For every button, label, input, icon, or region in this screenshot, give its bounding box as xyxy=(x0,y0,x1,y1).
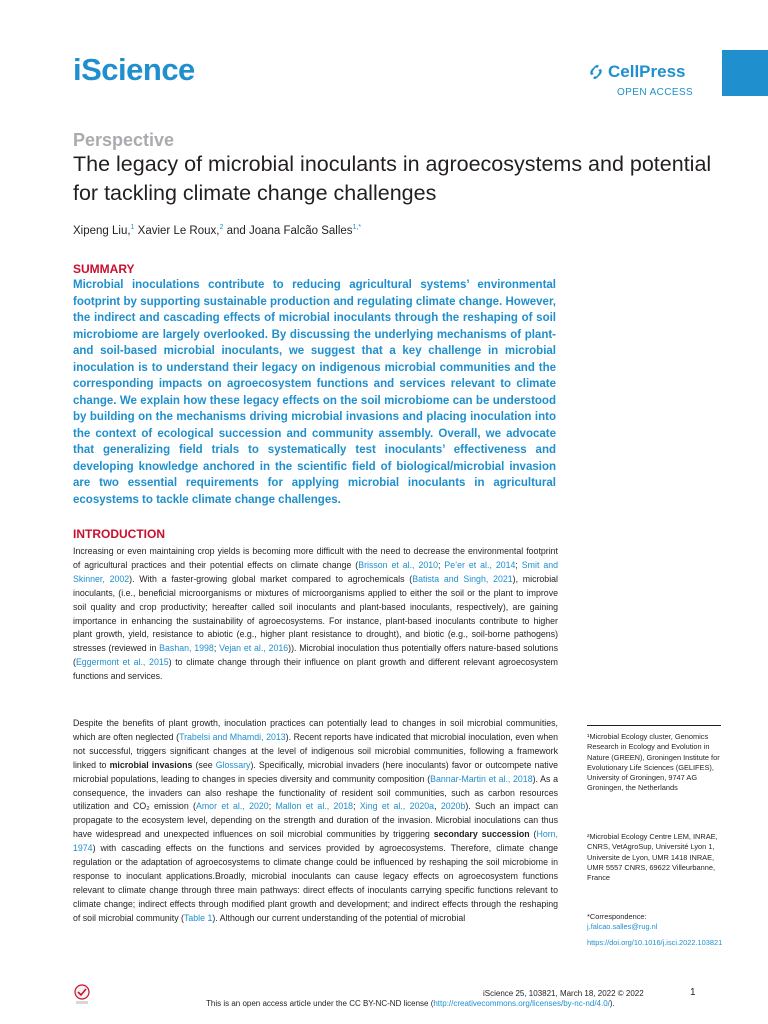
citation-line: iScience 25, 103821, March 18, 2022 © 2022 xyxy=(483,989,644,998)
open-access-label: OPEN ACCESS xyxy=(617,87,694,98)
introduction-heading: INTRODUCTION xyxy=(73,527,165,541)
affiliation-marker[interactable]: 1 xyxy=(130,224,135,231)
citation-link[interactable]: Mallon et al., 2018 xyxy=(275,801,354,812)
author-name: and Joana Falcão Salles xyxy=(226,224,353,237)
citation-link[interactable]: Trabelsi and Mhamdi, 2013 xyxy=(179,731,286,742)
license-link[interactable]: http://creativecommons.org/licenses/by-nc-nd/4.0/ xyxy=(433,999,610,1008)
journal-logo: iScience xyxy=(73,52,195,87)
license-text: This is an open access article under the CC BY-NC-ND license ( xyxy=(206,999,434,1008)
header-color-tab xyxy=(722,50,768,96)
citation-link[interactable]: Bannar-Martin et al., 2018 xyxy=(430,773,533,784)
text-run: ). With a faster-growing global market compared to agrochemicals ( xyxy=(129,573,413,584)
text-run: ). Such an impact can propagate to the ecosystem level, depending on the strength and duration of the invasion. Microbial inoculations can thus have widespread and unexpected influences on soil microbial communities by triggering xyxy=(73,801,559,840)
author-name: Xavier Le Roux, xyxy=(137,224,220,237)
text-run: ; xyxy=(515,559,522,570)
citation-link[interactable]: Pe’er et al., 2014 xyxy=(444,559,516,570)
text-run: ; xyxy=(438,559,445,570)
text-run: Increasing or even maintaining crop yields is becoming more difficult with the need to decrease the environmental footprint of agricultural practices and their potential effects on climate change ( xyxy=(73,546,558,570)
page-number: 1 xyxy=(690,987,696,998)
text-run: ). Recent reports have indicated that microbial inoculation, even when not successful, triggers significant changes at the level of indigenous soil microbial communities, following a framework linked to xyxy=(73,731,558,770)
text-run: ), microbial inoculants, (i.e., beneficial microorganisms or mixtures of microorganisms applied to either the soil or the plant to improve soil quality and crop productivity; hereafter called soil inoculants and plant-based inoculants, respectively), are gaining importance in enhancing the sustainability of agroecosystems. For instance, plant-based inoculants contribute to higher plant growth, yield, resistance to abiotic (e.g., higher plant resistance to drought), and biotic (e.g., soil-borne pathogens) stresses (reviewed in xyxy=(73,573,558,654)
text-run: (see xyxy=(192,759,216,770)
cellpress-logo-icon xyxy=(588,64,604,80)
publisher-logo xyxy=(588,62,686,82)
citation-link[interactable]: Glossary xyxy=(215,759,251,770)
affiliation-marker[interactable]: 1,* xyxy=(352,224,362,231)
introduction-paragraph xyxy=(73,545,558,684)
citation-link[interactable]: Smit and Skinner, 2002 xyxy=(73,559,559,584)
introduction-paragraph xyxy=(73,717,558,926)
correspondence-note xyxy=(587,912,721,933)
text-run: ; xyxy=(353,801,360,812)
text-run: )). Microbial inoculation thus potentially offers nature-based solutions ( xyxy=(73,643,558,668)
summary-heading: SUMMARY xyxy=(73,262,135,276)
citation-link[interactable]: 2020b xyxy=(440,801,466,812)
license-end: ). xyxy=(609,999,615,1008)
text-run: ) to climate change through their influence on plant growth and different relevant agroecosystem functions and services. xyxy=(73,657,558,682)
author-list xyxy=(73,224,361,237)
citation-link[interactable]: Eggermont et al., 2015 xyxy=(75,657,169,668)
correspondence-label: *Correspondence: xyxy=(587,912,647,921)
citation-link[interactable]: Amor et al., 2020 xyxy=(195,801,269,812)
text-run: Despite the benefits of plant growth, inoculation practices can potentially lead to changes in soil microbial communities, which are often neglected ( xyxy=(73,718,558,742)
summary-text: Microbial inoculations contribute to reducing agricultural systems’ environmental footprint by supporting sustainable production and regulating climate change. However, the indirect and cascading effects of microbial inoculants through the reshaping of soil microbiome are largely overlooked. By discussing the underlying mechanisms of plant- and soil-based microbial inoculants, we suggest that a key challenge in microbial inoculation is to understand their legacy on indigenous microbial communities and the corresponding impacts on agroecosystem functions and services relevant to climate change. We explain how these legacy effects on the soil microbiome can be understood by building on the mechanisms driving microbial invasions and placing inoculation into the context of ecological succession and community assembly. Overall, we advocate that generalizing field trials to systematically test inoculants’ effectiveness and developing knowledge anchored in the scientific field of biological/microbial invasion are two essential requirements for applying microbial inoculants in agricultural ecosystems to tackle climate change challenges. xyxy=(73,279,556,506)
text-run: ; xyxy=(268,801,276,812)
article-title: The legacy of microbial inoculants in agroecosystems and potential for tackling climate change challenges xyxy=(73,152,712,205)
doi-link[interactable]: https://doi.org/10.1016/j.isci.2022.103821 xyxy=(587,938,723,947)
license-line xyxy=(206,999,615,1008)
text-run: ) with cascading effects on the functions and services provided by agroecosystems. Therefore, climate change regulation or the adaptation of agroecosystems to climate change could be influenced by reshaping the soil microbiome in response to inoculant applications.Broadly, microbial inoculants can cause legacy effects on agroecosystem functions relevant to climate change through three main pathways: direct effects of inoculants carrying specific functions relevant to climate change; indirect effects through modified plant growth and development; and indirect effects through the reshaping of soil microbial community ( xyxy=(73,843,558,923)
article-type: Perspective xyxy=(73,130,175,150)
publisher-name: CellPress xyxy=(608,62,686,81)
text-run: ). Specifically, microbial invaders (here inoculants) favor or outcompete native microbial populations, leading to changes in species diversity and community composition ( xyxy=(73,759,558,784)
text-run: , xyxy=(434,801,441,812)
citation-link[interactable]: Horn, 1974 xyxy=(73,829,558,854)
affiliation-marker[interactable]: 2 xyxy=(219,224,224,231)
text-run: ). Although our current understanding of the potential of microbial xyxy=(212,912,466,923)
correspondence-email-link[interactable]: j.falcao.salles@rug.nl xyxy=(587,922,658,932)
text-run: ). As a consequence, the invaders can also reshape the functionality of resident soil communities, such as carbon resources utilization and CO₂ emission ( xyxy=(73,773,559,812)
affiliation-note: ²Microbial Ecology Centre LEM, INRAE, CNRS, VetAgroSup, Université Lyon 1, Universite de Lyon, UMR 1418 INRAE, UMR 5557 CNRS, 69622 Villeurbanne, France xyxy=(587,832,718,883)
citation-link[interactable]: Table 1 xyxy=(183,912,213,923)
text-run: ( xyxy=(529,829,537,840)
citation-link[interactable]: Bashan, 1998 xyxy=(159,643,214,654)
citation-link[interactable]: Brisson et al., 2010 xyxy=(358,559,439,570)
citation-link[interactable]: Batista and Singh, 2021 xyxy=(412,573,513,584)
glossary-term: secondary succession xyxy=(433,829,530,840)
check-for-updates-icon[interactable] xyxy=(73,984,91,1006)
sidebar-divider xyxy=(587,725,721,726)
affiliation-note: ¹Microbial Ecology cluster, Genomics Research in Ecology and Evolution in Nature (GREEN), Groningen Institute for Evolutionary Life Sciences (GELIFES), University of Groningen, 9747 AG Groningen, the Netherlands xyxy=(587,732,720,793)
glossary-term: microbial invasions xyxy=(109,759,193,770)
citation-link[interactable]: Vejan et al., 2016 xyxy=(219,643,289,654)
citation-link[interactable]: Xing et al., 2020a xyxy=(359,801,435,812)
author-name: Xipeng Liu, xyxy=(73,224,131,237)
text-run: ; xyxy=(213,643,220,654)
